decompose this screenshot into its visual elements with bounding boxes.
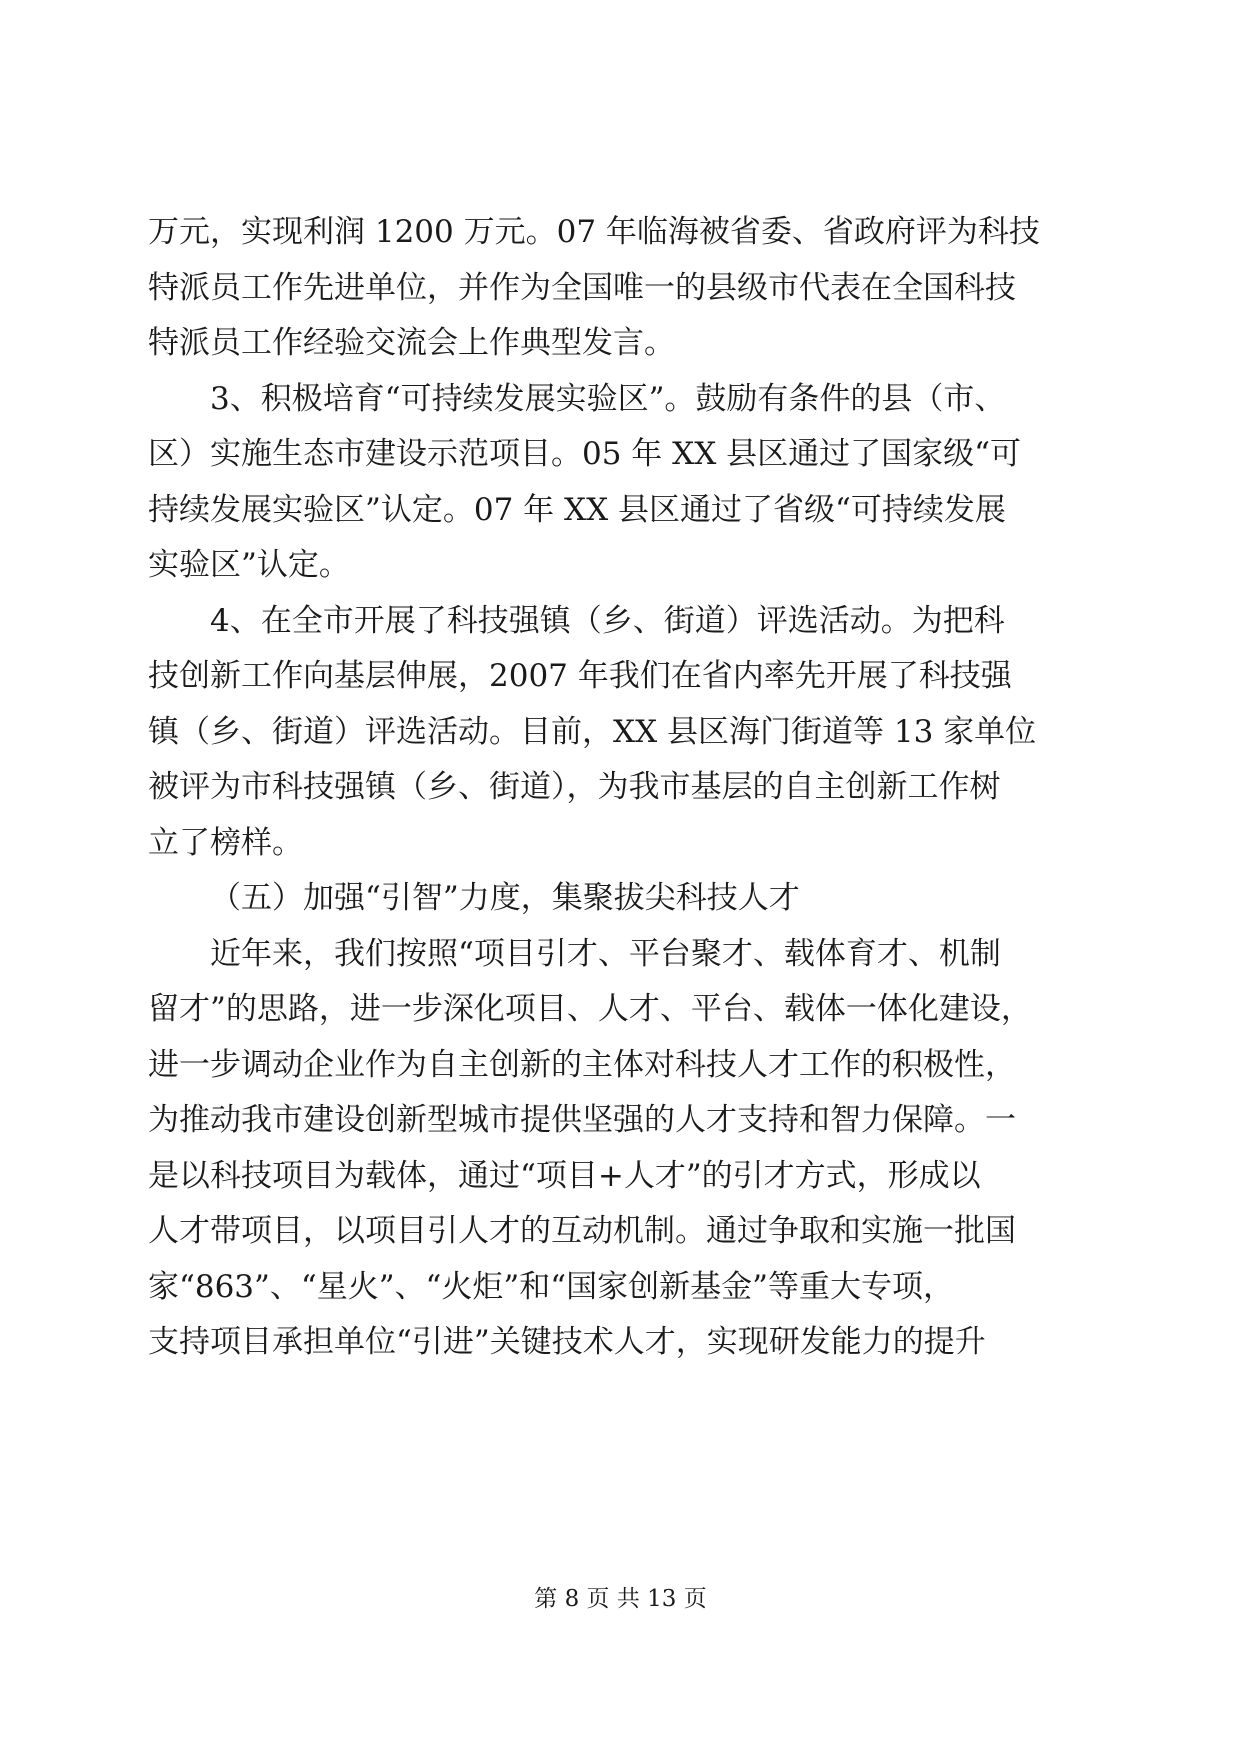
text-line: 留才”的思路，进一步深化项目、人才、平台、载体一体化建设， [148, 991, 1032, 1027]
text-line: 特派员工作经验交流会上作典型发言。 [148, 325, 675, 361]
section-heading: （五）加强“引智”力度，集聚拔尖科技人才 [210, 880, 800, 916]
text-line: 为推动我市建设创新型城市提供坚强的人才支持和智力保障。一 [148, 1102, 1016, 1138]
text-line: 万元，实现利润 1200 万元。07 年临海被省委、省政府评为科技 [148, 214, 1040, 250]
text-line: 实验区”认定。 [148, 547, 350, 583]
text-line: 家“863”、“星火”、“火炬”和“国家创新基金”等重大专项， [148, 1269, 954, 1305]
text-line: 持续发展实验区”认定。07 年 XX 县区通过了省级“可持续发展 [148, 492, 1006, 528]
text-line: 镇（乡、街道）评选活动。目前，XX 县区海门街道等 13 家单位 [148, 714, 1037, 750]
text-line: 区）实施生态市建设示范项目。05 年 XX 县区通过了国家级“可 [148, 436, 1021, 472]
text-line: 是以科技项目为载体，通过“项目+人才”的引才方式，形成以 [148, 1158, 981, 1194]
text-line: 人才带项目，以项目引人才的互动机制。通过争取和实施一批国 [148, 1213, 1016, 1249]
text-line: 特派员工作先进单位，并作为全国唯一的县级市代表在全国科技 [148, 270, 1016, 306]
text-line: 3、积极培育“可持续发展实验区”。鼓励有条件的县（市、 [210, 381, 1006, 417]
text-line: 支持项目承担单位“引进”关键技术人才，实现研发能力的提升 [148, 1324, 986, 1360]
text-line: 进一步调动企业作为自主创新的主体对科技人才工作的积极性， [148, 1047, 1016, 1083]
text-line: 立了榜样。 [148, 825, 303, 861]
page-number-footer: 第 8 页 共 13 页 [534, 1586, 707, 1612]
text-line: 技创新工作向基层伸展，2007 年我们在省内率先开展了科技强 [148, 658, 1012, 694]
text-line: 近年来，我们按照“项目引才、平台聚才、载体育才、机制 [210, 936, 1001, 972]
text-line: 被评为市科技强镇（乡、街道），为我市基层的自主创新工作树 [148, 769, 1001, 805]
text-line: 4、在全市开展了科技强镇（乡、街道）评选活动。为把科 [210, 603, 1005, 639]
